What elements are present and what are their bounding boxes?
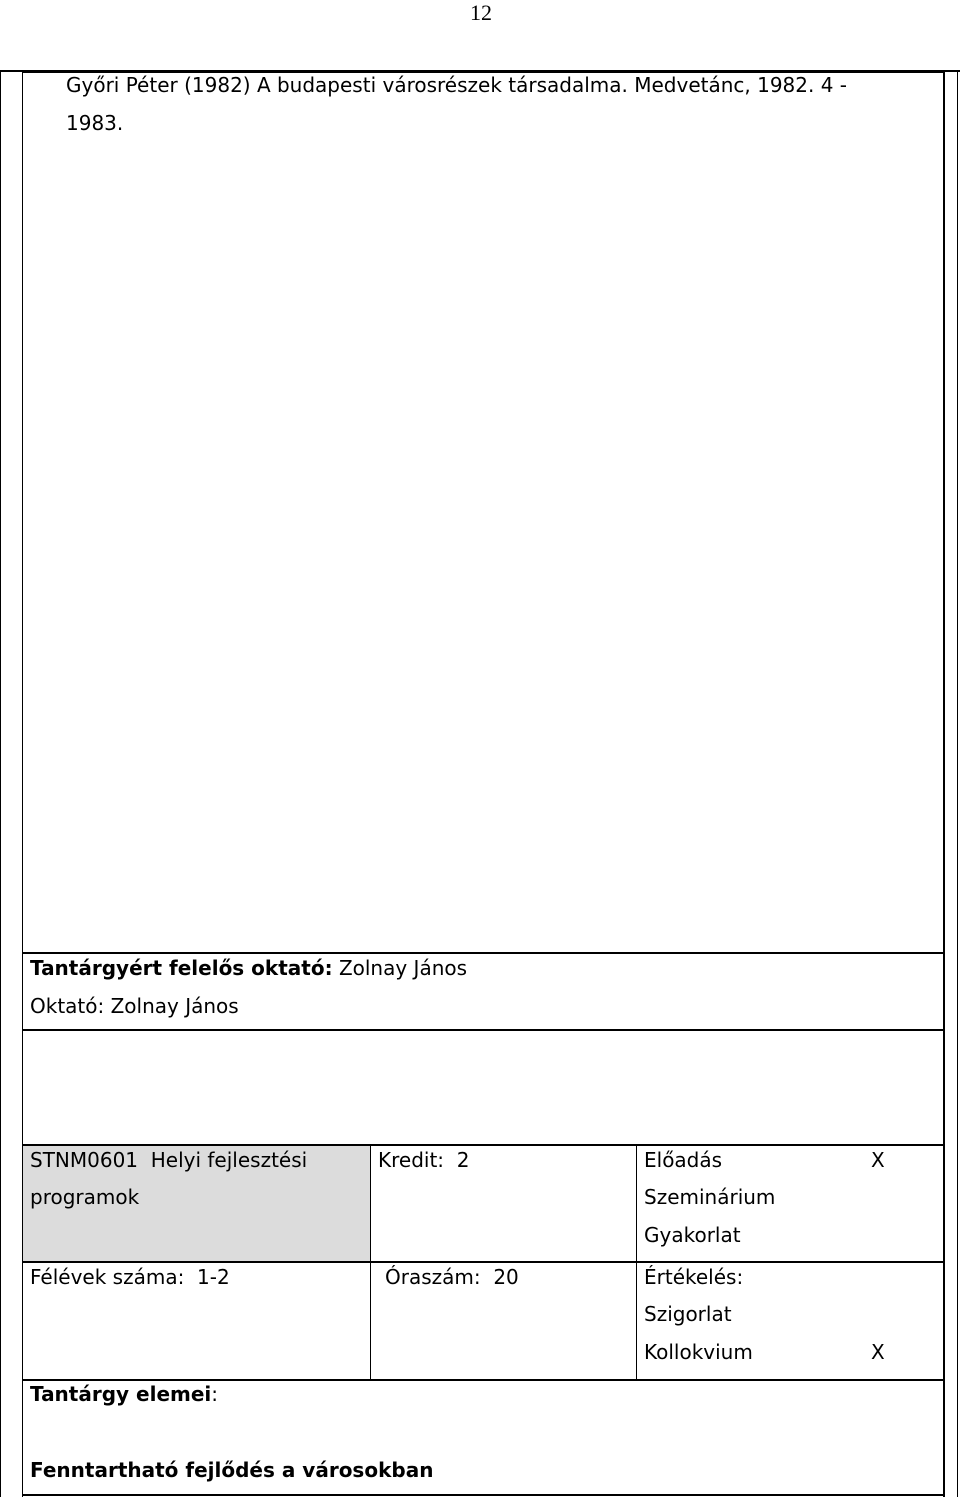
- course-name: Fenntartható fejlődés a városokban: [30, 1458, 434, 1482]
- reference-line-2: 1983.: [66, 111, 124, 135]
- course-elements-heading: [30, 1381, 218, 1407]
- assessment-colloquium: Kollokvium: [644, 1340, 753, 1364]
- table-top: [22, 1144, 945, 1146]
- table-col-divider-1: [370, 1144, 371, 1380]
- hours: Óraszám: 20: [385, 1265, 519, 1289]
- frame-right-outer: [957, 70, 958, 1497]
- instructor-value: Zolnay János: [110, 994, 239, 1018]
- assessment-label: Értékelés:: [644, 1265, 744, 1289]
- instructor-box-bottom: [22, 1029, 945, 1031]
- table-row-divider-1: [22, 1261, 945, 1263]
- instructor: [30, 993, 239, 1019]
- table-bottom: [22, 1494, 945, 1496]
- responsible-label: Tantárgyért felelős oktató:: [30, 956, 333, 980]
- table-col-divider-2: [636, 1144, 637, 1380]
- course-elements-label: Tantárgy elemei: [30, 1382, 212, 1406]
- reference-line-1: Győri Péter (1982) A budapesti városrészek társadalma. Medvetánc, 1982. 4 -: [66, 73, 848, 97]
- instructor-label: Oktató:: [30, 994, 105, 1018]
- frame-right-inner: [943, 70, 945, 1497]
- responsible-value: Zolnay János: [338, 956, 468, 980]
- type-lecture: Előadás: [644, 1148, 723, 1172]
- course-code-title-line-2: programok: [30, 1185, 140, 1209]
- instructor-box-top: [22, 952, 945, 954]
- semesters: Félévek száma: 1-2: [30, 1265, 230, 1289]
- type-seminar: Szeminárium: [644, 1185, 776, 1209]
- type-lecture-mark: X: [871, 1148, 885, 1172]
- frame-left-inner: [22, 70, 23, 1497]
- course-code-title-line-1: STNM0601 Helyi fejlesztési: [30, 1148, 308, 1172]
- course-elements-colon: :: [211, 1382, 219, 1406]
- page-number: 12: [470, 0, 492, 25]
- type-practice: Gyakorlat: [644, 1223, 741, 1247]
- assessment-exam-strict: Szigorlat: [644, 1302, 732, 1326]
- assessment-colloquium-mark: X: [871, 1340, 885, 1364]
- credit: Kredit: 2: [378, 1148, 470, 1172]
- responsible-instructor: [30, 955, 467, 981]
- frame-left-outer: [0, 70, 1, 1497]
